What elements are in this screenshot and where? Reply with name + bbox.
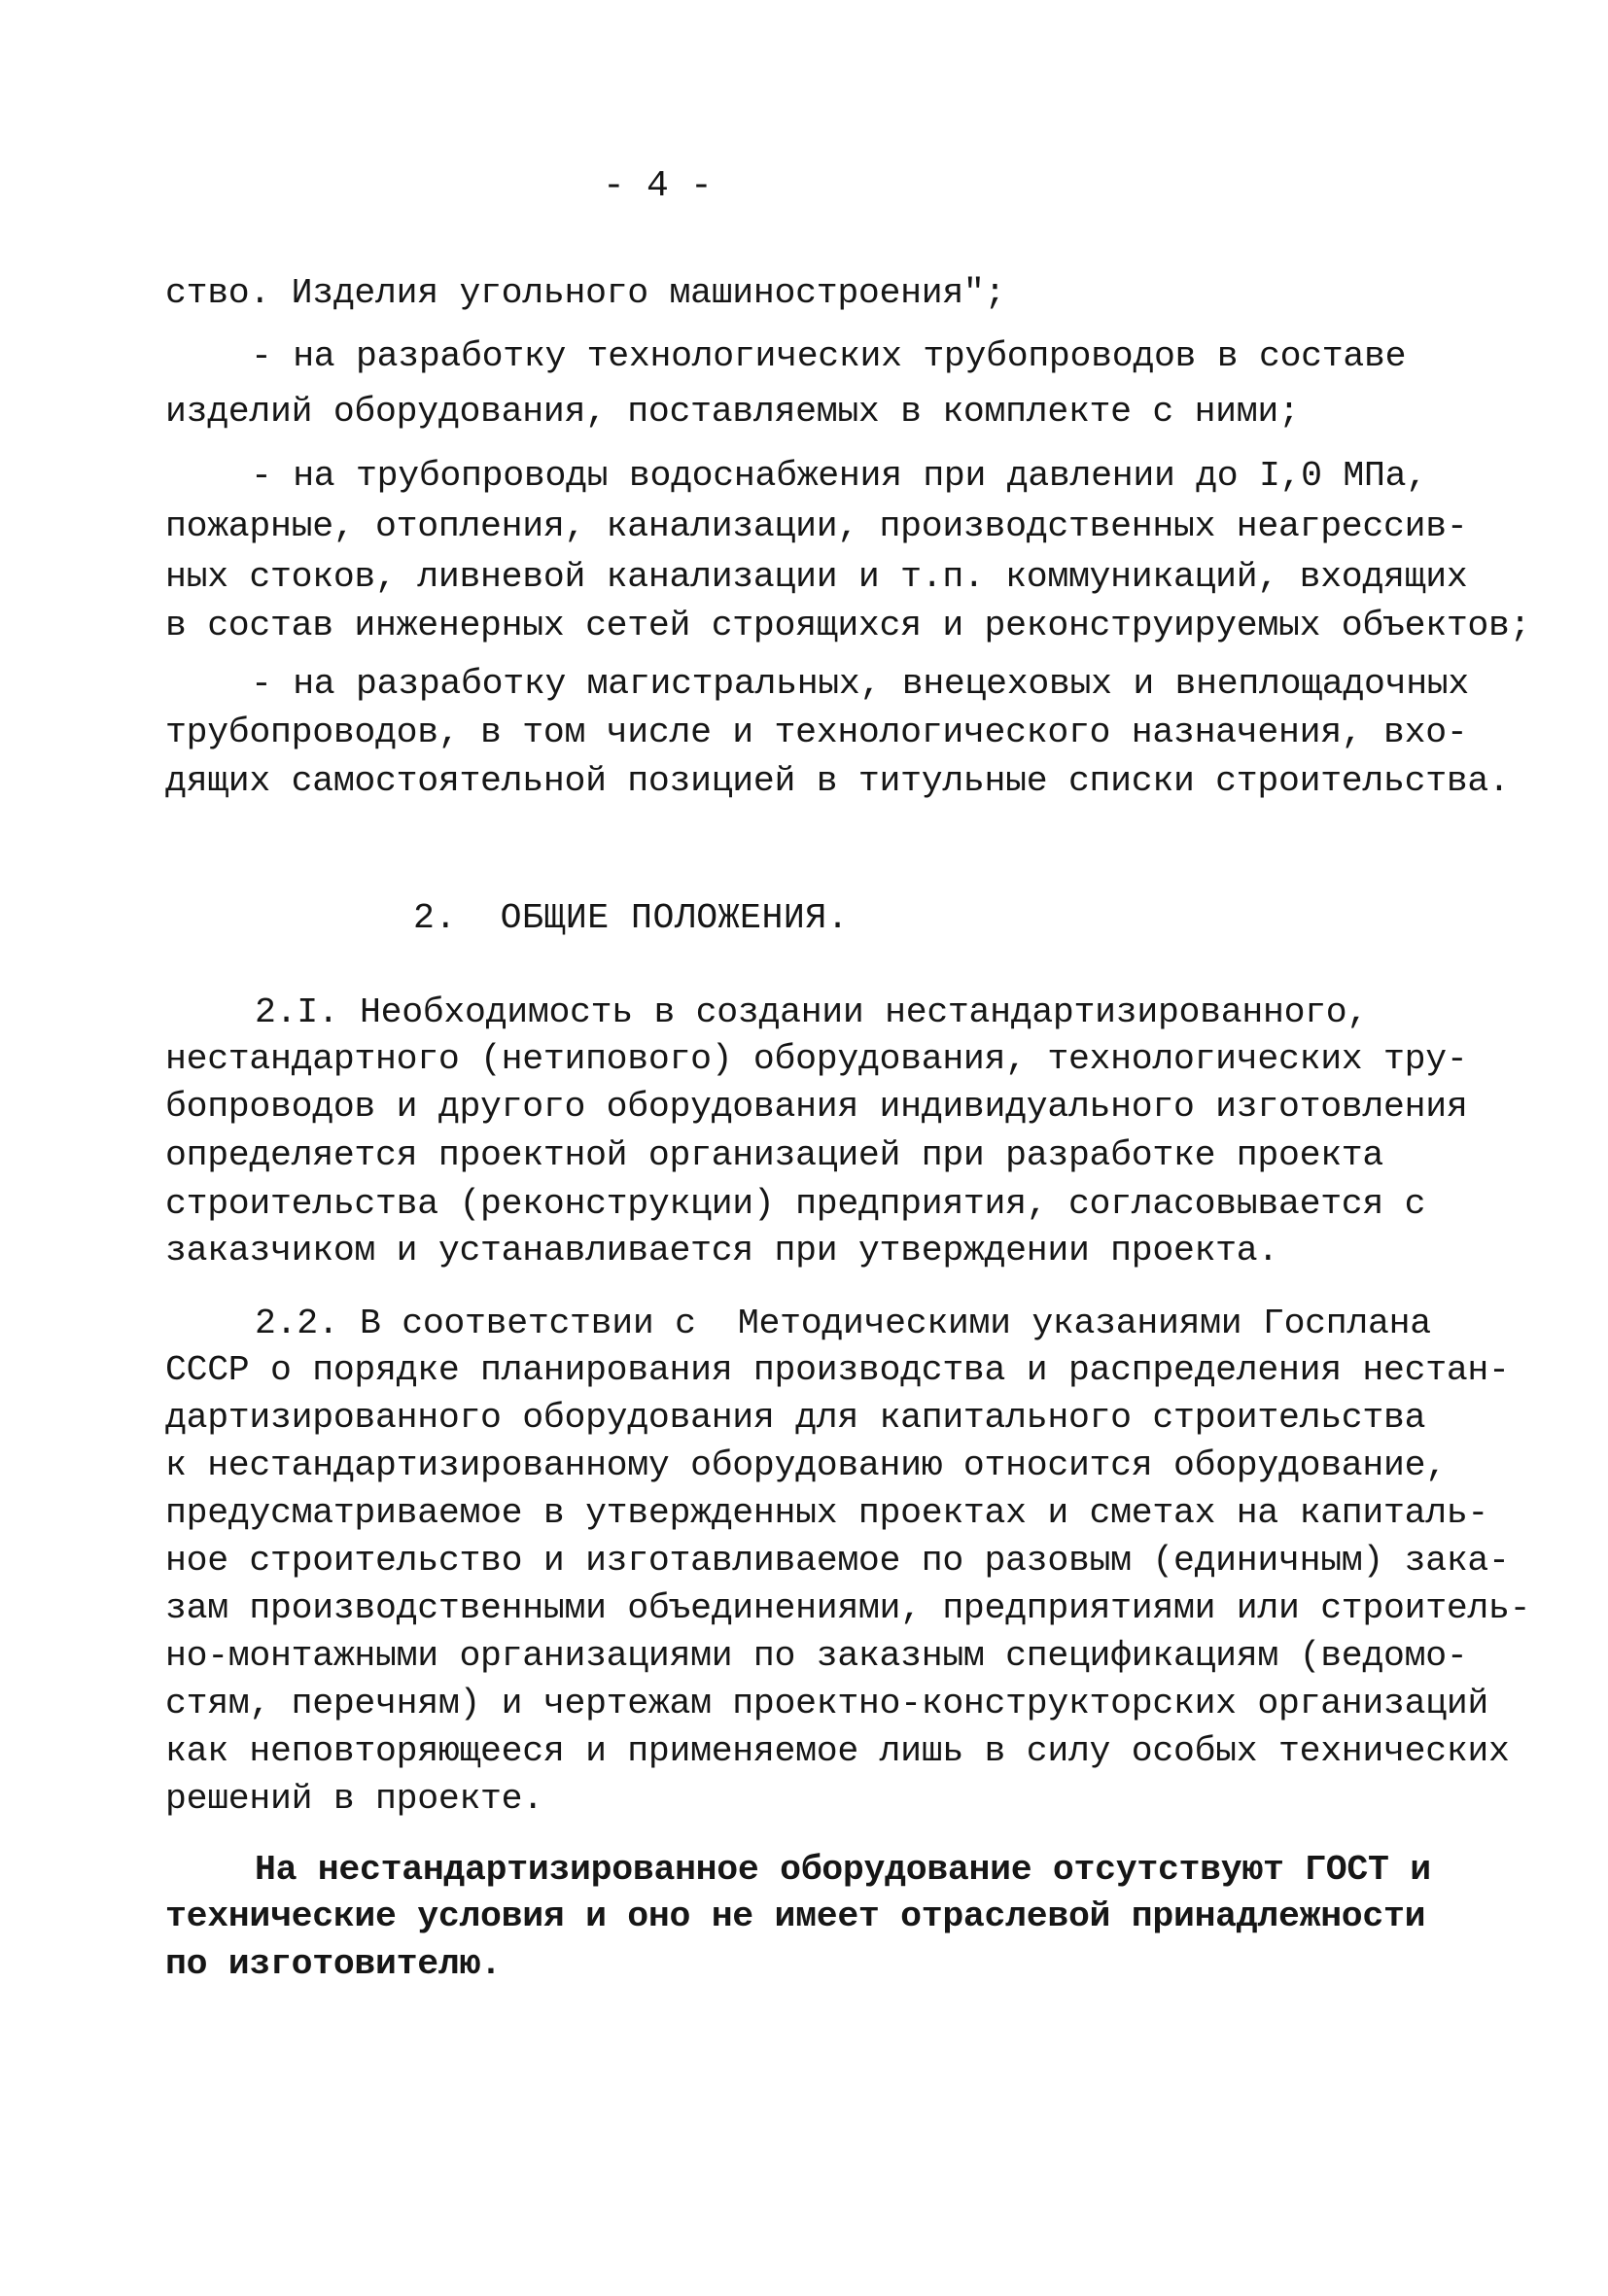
text-line: к нестандартизированному оборудованию относится оборудование, bbox=[165, 1445, 1447, 1485]
text-line: по изготовителю. bbox=[165, 1944, 502, 1984]
text-line: 2.I. Необходимость в создании нестандартизированного, bbox=[255, 992, 1368, 1032]
text-line: изделий оборудования, поставляемых в комплекте с ними; bbox=[165, 392, 1300, 432]
text-line: пожарные, отопления, канализации, производственных неагрессив- bbox=[165, 506, 1468, 546]
text-line: дартизированного оборудования для капитального строительства bbox=[165, 1398, 1426, 1438]
text-line: 2.2. В соответствии с Методическими указаниями Госплана bbox=[255, 1304, 1431, 1343]
text-line: ство. Изделия угольного машиностроения"; bbox=[165, 273, 1006, 313]
text-line: строительства (реконструкции) предприятия, согласовывается с bbox=[165, 1184, 1426, 1224]
text-line: предусматриваемое в утвержденных проектах и сметах на капиталь- bbox=[165, 1493, 1489, 1533]
text-line: технические условия и оно не имеет отраслевой принадлежности bbox=[165, 1896, 1426, 1936]
text-line: нестандартного (нетипового) оборудования, технологических тру- bbox=[165, 1039, 1468, 1079]
text-line: ное строительство и изготавливаемое по разовым (единичным) зака- bbox=[165, 1541, 1510, 1581]
text-line: СССР о порядке планирования производства и распределения нестан- bbox=[165, 1350, 1510, 1390]
text-line: заказчиком и устанавливается при утверждении проекта. bbox=[165, 1231, 1278, 1270]
text-line: дящих самостоятельной позицией в титульные списки строительства. bbox=[165, 761, 1510, 801]
text-line: стям, перечням) и чертежам проектно-конструкторских организаций bbox=[165, 1684, 1489, 1723]
text-line: но-монтажными организациями по заказным спецификациям (ведомо- bbox=[165, 1636, 1468, 1676]
text-line: определяется проектной организацией при разработке проекта bbox=[165, 1135, 1384, 1175]
page-number: - 4 - bbox=[603, 165, 713, 207]
text-line: - на разработку технологических трубопроводов в составе bbox=[251, 336, 1407, 376]
text-line: в состав инженерных сетей строящихся и реконструируемых объектов; bbox=[165, 606, 1531, 645]
text-line: зам производственными объединениями, предприятиями или строитель- bbox=[165, 1588, 1531, 1628]
text-line: трубопроводов, в том числе и технологического назначения, вхо- bbox=[165, 713, 1468, 752]
section-heading: 2. ОБЩИЕ ПОЛОЖЕНИЯ. bbox=[413, 898, 850, 938]
text-line: На нестандартизированное оборудование отсутствуют ГОСТ и bbox=[255, 1850, 1431, 1890]
text-line: как неповторяющееся и применяемое лишь в силу особых технических bbox=[165, 1731, 1510, 1771]
text-line: - на разработку магистральных, внецеховых и внеплощадочных bbox=[251, 664, 1470, 704]
text-line: бопроводов и другого оборудования индивидуального изготовления bbox=[165, 1087, 1468, 1127]
text-line: ных стоков, ливневой канализации и т.п. коммуникаций, входящих bbox=[165, 557, 1468, 597]
text-line: - на трубопроводы водоснабжения при давлении до I,0 МПа, bbox=[251, 456, 1427, 496]
text-line: решений в проекте. bbox=[165, 1779, 543, 1819]
